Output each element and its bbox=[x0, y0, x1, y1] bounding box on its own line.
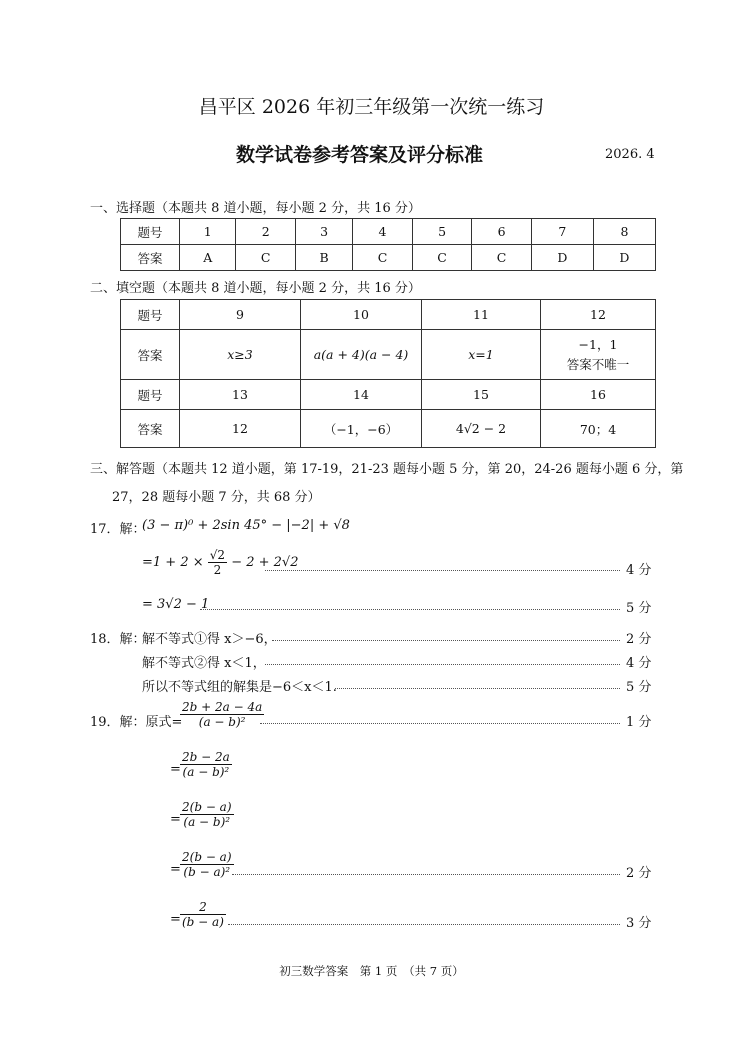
score-points: 2 分 bbox=[626, 632, 652, 647]
fraction bbox=[180, 900, 226, 929]
answer-cell: D bbox=[531, 245, 593, 271]
question-number: 16 bbox=[541, 380, 656, 410]
fraction-numerator: √2 bbox=[209, 548, 226, 562]
fraction-numerator: 2(b − a) bbox=[182, 800, 232, 814]
fraction-denominator: (a − b)² bbox=[198, 715, 246, 729]
score-points: 5 分 bbox=[626, 601, 652, 616]
dotted-leader bbox=[200, 609, 620, 610]
fraction-denominator: (a − b)² bbox=[182, 765, 230, 779]
score-points: 2 分 bbox=[626, 866, 652, 881]
question-number: 6 bbox=[472, 219, 532, 245]
table-row bbox=[121, 330, 656, 380]
table-row bbox=[121, 410, 656, 448]
score-points: 1 分 bbox=[626, 715, 652, 730]
answer-cell: （−1，−6） bbox=[301, 410, 422, 448]
table-row bbox=[121, 219, 656, 245]
q17-label: 17．解： bbox=[90, 522, 146, 537]
question-number: 12 bbox=[541, 300, 656, 330]
question-number: 8 bbox=[593, 219, 655, 245]
q18-label: 18．解： bbox=[90, 632, 146, 647]
dotted-leader bbox=[228, 924, 620, 925]
answer-cell: D bbox=[593, 245, 655, 271]
equals-sign: = bbox=[170, 812, 181, 827]
row-label: 题号 bbox=[121, 300, 180, 330]
q18-line2: 解不等式②得 x＜1， bbox=[142, 656, 266, 671]
dotted-leader bbox=[260, 723, 620, 724]
question-number: 2 bbox=[236, 219, 296, 245]
row-label: 题号 bbox=[121, 380, 180, 410]
fraction bbox=[180, 800, 234, 829]
fraction bbox=[208, 548, 227, 577]
dotted-leader bbox=[272, 640, 620, 641]
answer-line: −1，1 bbox=[578, 336, 618, 352]
document-title: 昌平区 2026 年初三年级第一次统一练习 bbox=[198, 96, 545, 118]
answer-cell: x≥3 bbox=[180, 330, 301, 380]
answer-cell: C bbox=[472, 245, 532, 271]
section3-heading-cont: 27，28 题每小题 7 分，共 68 分） bbox=[112, 490, 321, 505]
answer-cell: 4√2 − 2 bbox=[422, 410, 541, 448]
multiple-choice-table bbox=[120, 218, 656, 271]
fraction bbox=[180, 750, 232, 779]
q17-step1-suffix: − 2 + 2√2 bbox=[231, 555, 299, 570]
answer-cell: C bbox=[236, 245, 296, 271]
question-number: 11 bbox=[422, 300, 541, 330]
equals-sign: = bbox=[170, 762, 181, 777]
table-row bbox=[121, 245, 656, 271]
answer-cell: C bbox=[412, 245, 472, 271]
question-number: 13 bbox=[180, 380, 301, 410]
page-footer: 初三数学答案 第 1 页 （共 7 页） bbox=[279, 964, 464, 978]
score-points: 3 分 bbox=[626, 916, 652, 931]
fill-in-table bbox=[120, 299, 656, 448]
question-number: 4 bbox=[353, 219, 413, 245]
dotted-leader bbox=[265, 570, 620, 571]
answer-cell: 12 bbox=[180, 410, 301, 448]
row-label: 题号 bbox=[121, 219, 180, 245]
answer-cell: x=1 bbox=[422, 330, 541, 380]
dotted-leader bbox=[265, 664, 620, 665]
row-label: 答案 bbox=[121, 245, 180, 271]
answer-cell: a(a + 4)(a − 4) bbox=[301, 330, 422, 380]
section3-heading: 三、解答题（本题共 12 道小题，第 17-19，21-23 题每小题 5 分，第 20，24-26 题每小题 6 分，第 bbox=[90, 462, 684, 477]
fraction-numerator: 2(b − a) bbox=[182, 850, 232, 864]
answer-note: 答案不唯一 bbox=[566, 356, 630, 372]
score-points: 4 分 bbox=[626, 656, 652, 671]
q18-line3: 所以不等式组的解集是−6＜x＜1. bbox=[142, 680, 337, 695]
equals-sign: = bbox=[170, 912, 181, 927]
section2-heading: 二、填空题（本题共 8 道小题，每小题 2 分，共 16 分） bbox=[90, 281, 421, 296]
question-number: 10 bbox=[301, 300, 422, 330]
question-number: 7 bbox=[531, 219, 593, 245]
question-number: 9 bbox=[180, 300, 301, 330]
question-number: 1 bbox=[180, 219, 236, 245]
question-number: 14 bbox=[301, 380, 422, 410]
fraction-denominator: (b − a)² bbox=[183, 865, 231, 879]
fraction bbox=[180, 850, 234, 879]
q17-expression: (3 − π)⁰ + 2sin 45° − |−2| + √8 bbox=[142, 518, 350, 533]
question-number: 15 bbox=[422, 380, 541, 410]
fraction-denominator: 2 bbox=[213, 563, 222, 577]
dotted-leader bbox=[232, 874, 620, 875]
row-label: 答案 bbox=[121, 410, 180, 448]
question-number: 5 bbox=[412, 219, 472, 245]
fraction-denominator: (b − a) bbox=[182, 915, 224, 929]
document-date: 2026. 4 bbox=[605, 147, 655, 162]
q17-step1 bbox=[142, 548, 298, 577]
section1-heading: 一、选择题（本题共 8 道小题，每小题 2 分，共 16 分） bbox=[90, 201, 421, 216]
fraction bbox=[180, 700, 264, 729]
fraction-denominator: (a − b)² bbox=[183, 815, 231, 829]
q19-label: 19．解：原式= bbox=[90, 715, 183, 730]
q17-step1-prefix: =1 + 2 × bbox=[142, 555, 204, 570]
document-subtitle: 数学试卷参考答案及评分标准 bbox=[236, 144, 484, 166]
answer-cell: A bbox=[180, 245, 236, 271]
answer-cell: C bbox=[353, 245, 413, 271]
table-row bbox=[121, 300, 656, 330]
question-number: 3 bbox=[295, 219, 352, 245]
row-label: 答案 bbox=[121, 330, 180, 380]
answer-cell: 70；4 bbox=[541, 410, 656, 448]
score-points: 5 分 bbox=[626, 680, 652, 695]
dotted-leader bbox=[335, 688, 620, 689]
q18-line1: 解不等式①得 x＞−6， bbox=[142, 632, 277, 647]
equals-sign: = bbox=[170, 862, 181, 877]
answer-cell: B bbox=[295, 245, 352, 271]
fraction-numerator: 2 bbox=[180, 900, 226, 915]
table-row bbox=[121, 380, 656, 410]
answer-cell bbox=[541, 330, 656, 380]
fraction-numerator: 2b + 2a − 4a bbox=[182, 700, 263, 714]
score-points: 4 分 bbox=[626, 563, 652, 578]
fraction-numerator: 2b − 2a bbox=[182, 750, 230, 764]
q17-step2: = 3√2 − 1 bbox=[142, 597, 210, 612]
